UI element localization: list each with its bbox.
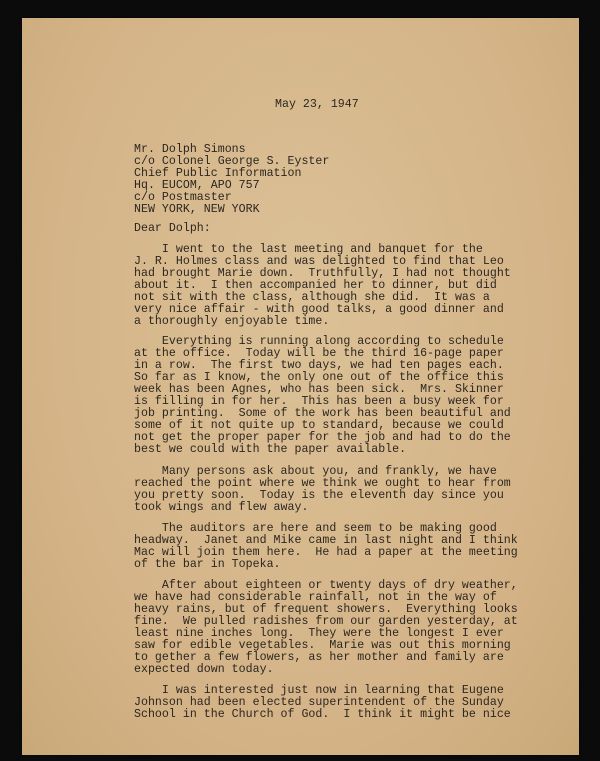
address-line: c/o Colonel George S. Eyster <box>134 155 330 168</box>
salutation: Dear Dolph: <box>134 222 211 235</box>
paragraph-line: Johnson had been elected superintendent of the Sunday <box>134 696 504 709</box>
paragraph-line: not sit with the class, although she did. It was a <box>134 291 490 304</box>
paragraph-line: fine. We pulled radishes from our garden yesterday, at <box>134 615 518 628</box>
address-line: Hq. EUCOM, APO 757 <box>134 179 260 192</box>
paragraph-line: expected down today. <box>134 663 274 676</box>
paragraph-line: week has been Agnes, who has been sick. Mrs. Skinner <box>134 383 504 396</box>
address-line: NEW YORK, NEW YORK <box>134 203 260 216</box>
paragraph-line: reached the point where we think we ought to hear from <box>134 477 511 490</box>
paragraph-line: So far as I know, the only one out of the office this <box>134 371 504 384</box>
paragraph-line: not get the proper paper for the job and had to do the <box>134 431 511 444</box>
paragraph-line: best we could with the paper available. <box>134 443 407 456</box>
paragraph-line: a thoroughly enjoyable time. <box>134 315 330 328</box>
paragraph-line: some of it not quite up to standard, because we could <box>134 419 504 432</box>
letter-page <box>22 18 579 755</box>
paragraph-line: heavy rains, but of frequent showers. Everything looks <box>134 603 518 616</box>
paragraph-line: Everything is running along according to schedule <box>134 335 504 348</box>
paragraph-line: is filling in for her. This has been a busy week for <box>134 395 504 408</box>
paragraph-line: to gether a few flowers, as her mother and family are <box>134 651 504 664</box>
paragraph-line: at the office. Today will be the third 16-page paper <box>134 347 504 360</box>
paragraph-line: Many persons ask about you, and frankly, we have <box>134 465 497 478</box>
paragraph-line: you pretty soon. Today is the eleventh day since you <box>134 489 504 502</box>
paragraph-line: we have had considerable rainfall, not in the way of <box>134 591 497 604</box>
paragraph-line: took wings and flew away. <box>134 501 309 514</box>
paragraph-line: job printing. Some of the work has been beautiful and <box>134 407 511 420</box>
paragraph-line: Mac will join them here. He had a paper at the meeting <box>134 546 518 559</box>
paragraph-line: about it. I then accompanied her to dinner, but did <box>134 279 497 292</box>
paragraph-line: After about eighteen or twenty days of dry weather, <box>134 579 518 592</box>
paragraph-line: of the bar in Topeka. <box>134 558 281 571</box>
paragraph-line: in a row. The first two days, we had ten pages each. <box>134 359 504 372</box>
paragraph-line: had brought Marie down. Truthfully, I had not thought <box>134 267 511 280</box>
address-line: Chief Public Information <box>134 167 302 180</box>
letter-date: May 23, 1947 <box>275 98 359 111</box>
paragraph-line: very nice affair - with good talks, a good dinner and <box>134 303 504 316</box>
address-line: Mr. Dolph Simons <box>134 143 246 156</box>
paragraph-line: saw for edible vegetables. Marie was out this morning <box>134 639 511 652</box>
paragraph-line: I was interested just now in learning that Eugene <box>134 684 504 697</box>
paragraph-line: headway. Janet and Mike came in last night and I think <box>134 534 518 547</box>
paragraph-line: least nine inches long. They were the longest I ever <box>134 627 504 640</box>
paragraph-line: J. R. Holmes class and was delighted to find that Leo <box>134 255 504 268</box>
paragraph-line: The auditors are here and seem to be making good <box>134 522 497 535</box>
address-line: c/o Postmaster <box>134 191 232 204</box>
paragraph-line: I went to the last meeting and banquet for the <box>134 243 483 256</box>
paragraph-line: School in the Church of God. I think it might be nice <box>134 708 511 721</box>
